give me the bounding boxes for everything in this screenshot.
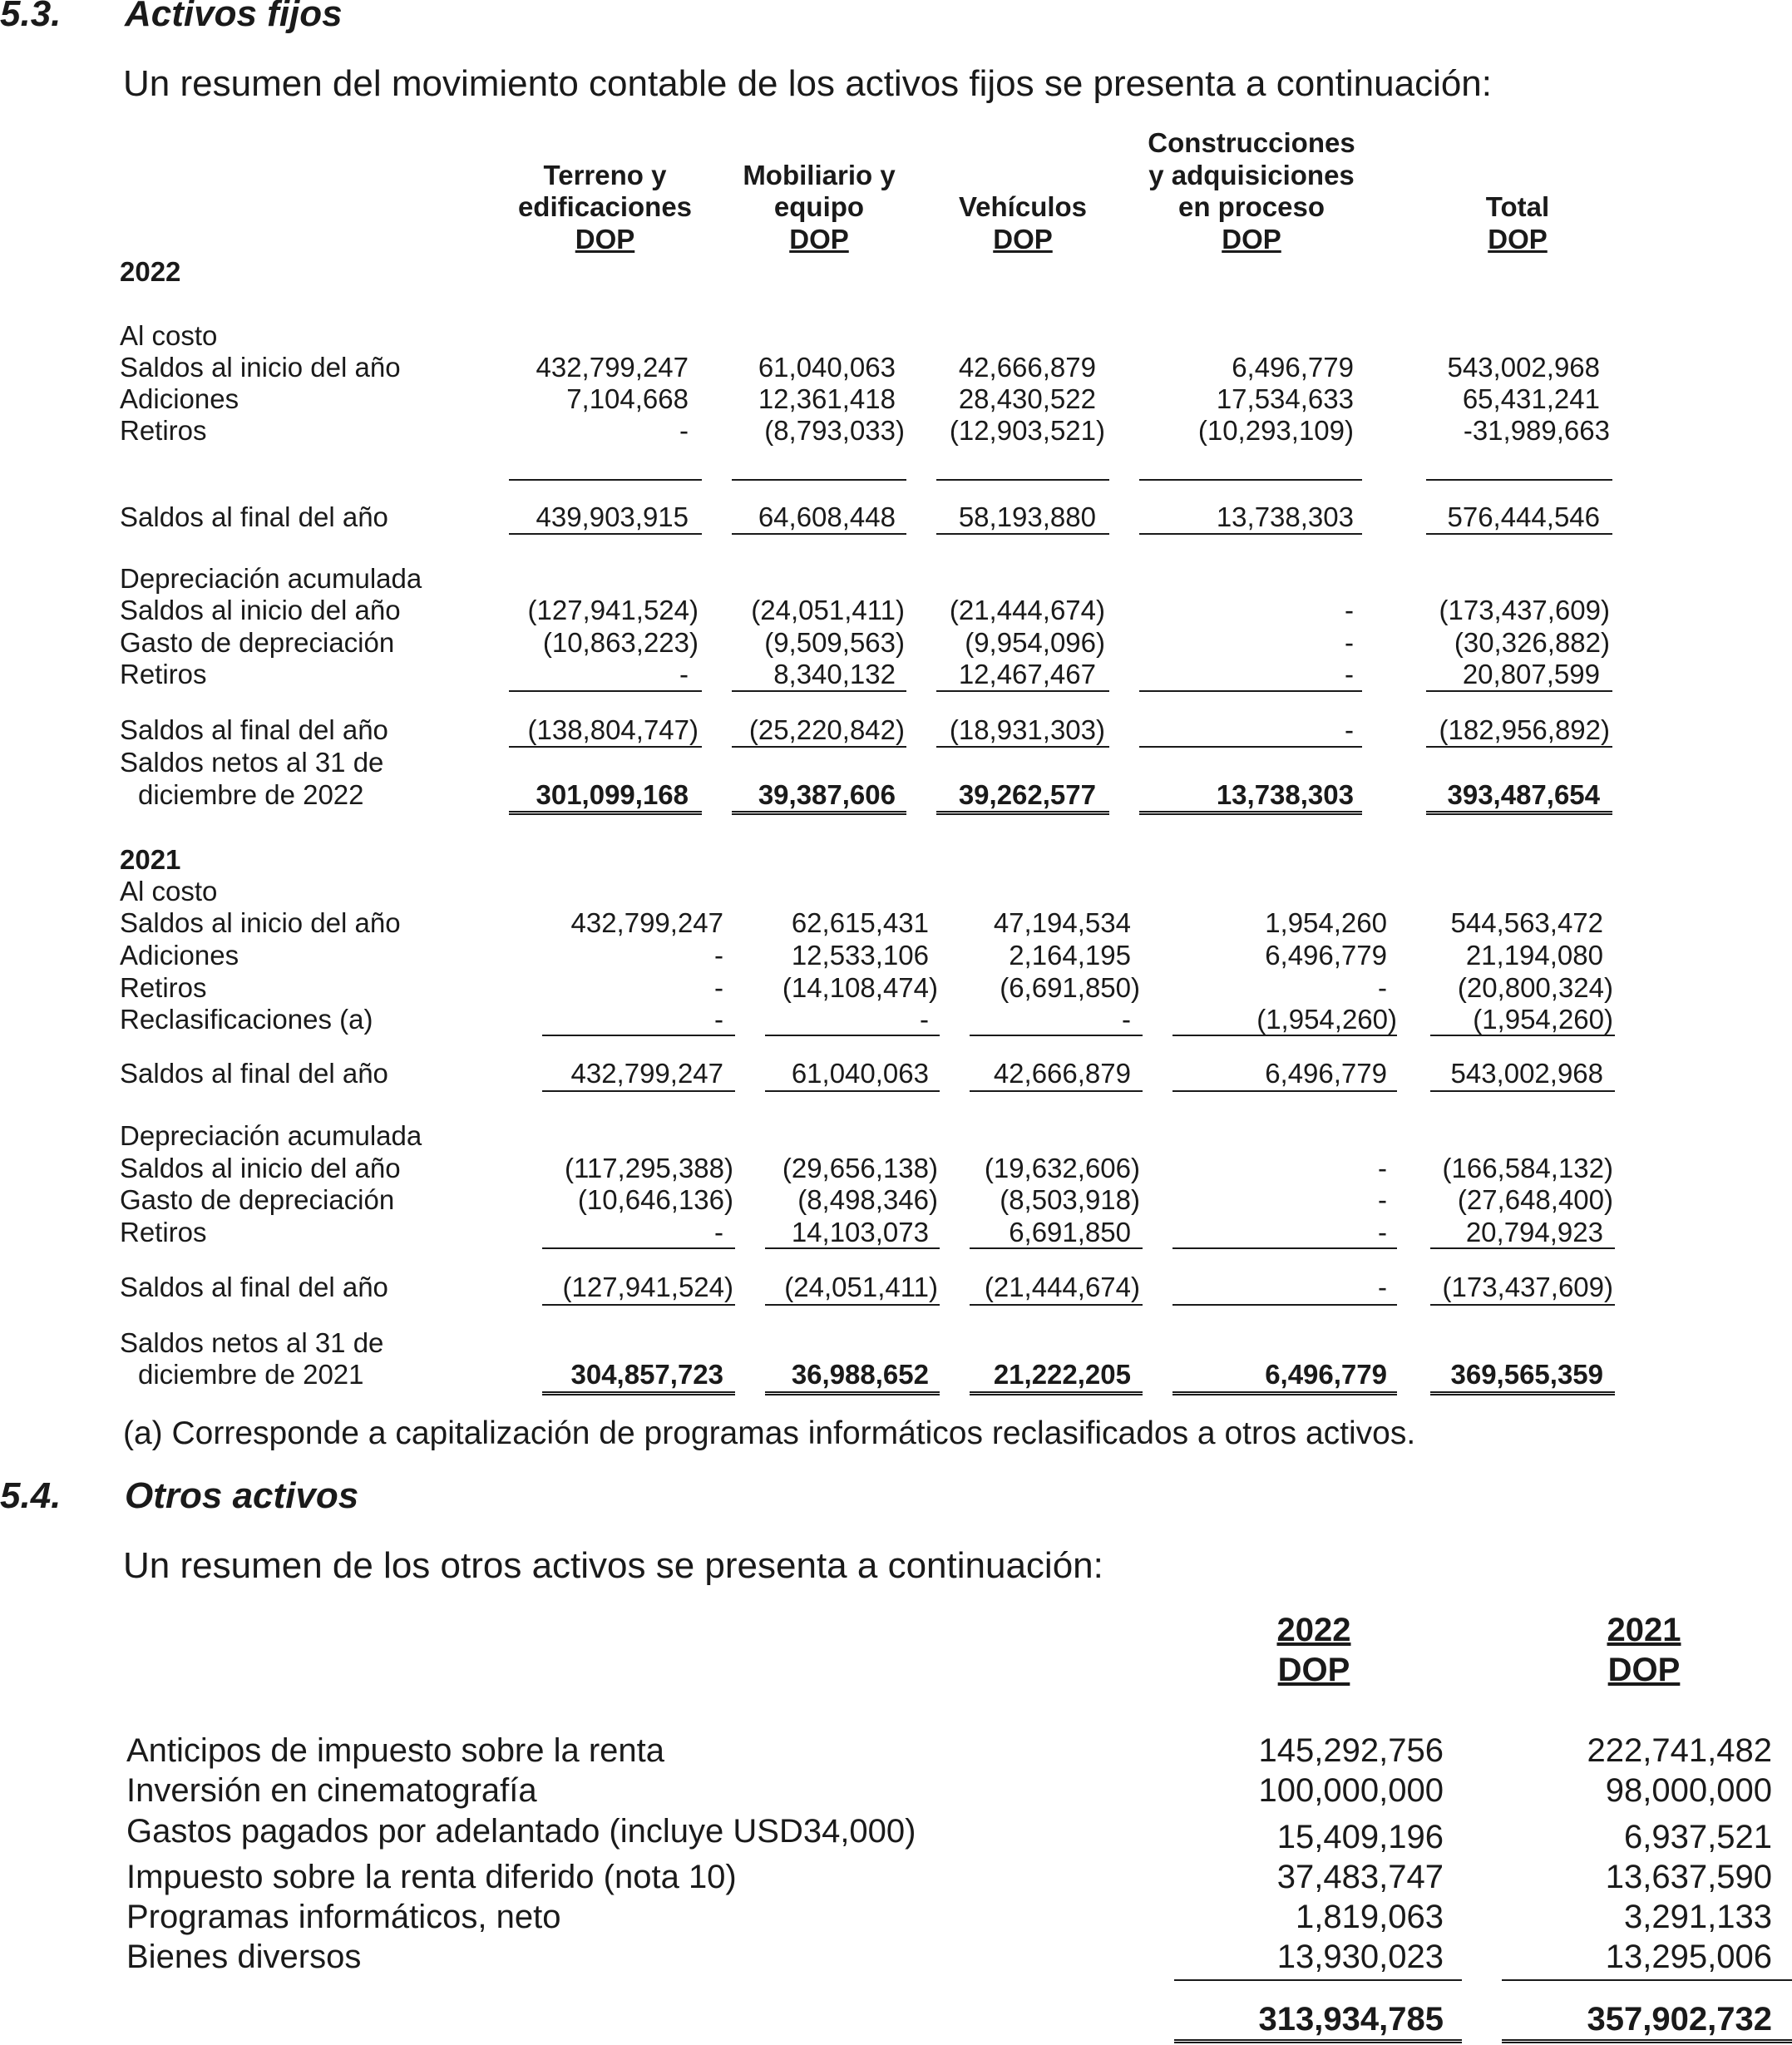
- cell-value: 7,104,668: [566, 383, 689, 414]
- cell-value: 13,930,023: [1276, 1939, 1444, 1975]
- cell-value: -: [679, 659, 689, 689]
- column-header: Total DOP: [1485, 191, 1550, 254]
- cell-value: 432,799,247: [536, 352, 689, 383]
- cell-value: (182,956,892): [1439, 714, 1610, 745]
- cell-value: 393,487,654: [1447, 779, 1600, 810]
- row-label: Retiros: [120, 1217, 207, 1247]
- cell-value: 61,040,063: [791, 1058, 929, 1089]
- cell-value: 15,409,196: [1276, 1819, 1444, 1855]
- cell-value: 369,565,359: [1450, 1359, 1603, 1390]
- row-label: Saldos netos al 31 de: [120, 747, 384, 778]
- cell-value: -: [1345, 627, 1354, 658]
- cell-value: (20,800,324): [1457, 972, 1613, 1003]
- cell-value: 12,533,106: [791, 940, 929, 971]
- group-heading: Depreciación acumulada: [120, 563, 422, 594]
- cell-value: 58,193,880: [958, 501, 1096, 532]
- cell-value: -: [1345, 595, 1354, 625]
- cell-value: (127,941,524): [562, 1272, 733, 1302]
- cell-value: 14,103,073: [791, 1217, 929, 1247]
- cell-value: 543,002,968: [1450, 1058, 1603, 1089]
- total-value: 357,902,732: [1587, 2001, 1772, 2038]
- row-label: Gasto de depreciación: [120, 1184, 395, 1215]
- cell-value: (14,108,474): [782, 972, 938, 1003]
- row-label: Adiciones: [120, 940, 239, 971]
- cell-value: -: [714, 1217, 723, 1247]
- cell-value: (21,444,674): [984, 1272, 1140, 1302]
- row-label: Retiros: [120, 415, 207, 446]
- cell-value: (18,931,303): [949, 714, 1105, 745]
- cell-value: -31,989,663: [1463, 415, 1610, 446]
- row-label: Saldos al final del año: [120, 501, 388, 532]
- cell-value: (24,051,411): [751, 595, 905, 625]
- row-label: Saldos al final del año: [120, 714, 388, 745]
- column-header: Terreno y edificaciones DOP: [517, 159, 693, 254]
- row-label: Retiros: [120, 659, 207, 689]
- section-number: 5.3.: [0, 0, 62, 34]
- cell-value: 13,295,006: [1605, 1939, 1772, 1975]
- group-heading: Al costo: [120, 876, 218, 906]
- section-intro: Un resumen del movimiento contable de los activos fijos se presenta a continuación:: [123, 63, 1493, 104]
- row-label: diciembre de 2021: [138, 1359, 364, 1390]
- cell-value: 576,444,546: [1447, 501, 1600, 532]
- cell-value: (10,293,109): [1197, 415, 1354, 446]
- row-label: Bienes diversos: [126, 1939, 362, 1975]
- section-intro: Un resumen de los otros activos se presenta a continuación:: [123, 1545, 1103, 1586]
- cell-value: -: [679, 415, 689, 446]
- cell-value: 98,000,000: [1605, 1772, 1772, 1809]
- cell-value: (138,804,747): [527, 714, 699, 745]
- cell-value: 1,954,260: [1265, 907, 1387, 938]
- column-header: Construcciones y adquisiciones en proceso DOP: [1148, 127, 1355, 254]
- row-label: Anticipos de impuesto sobre la renta: [126, 1732, 665, 1769]
- row-label: diciembre de 2022: [138, 779, 364, 810]
- cell-value: 304,857,723: [570, 1359, 723, 1390]
- row-label: Gasto de depreciación: [120, 627, 395, 658]
- row-label: Retiros: [120, 972, 207, 1003]
- cell-value: 13,738,303: [1216, 779, 1354, 810]
- cell-value: (10,863,223): [542, 627, 699, 658]
- footnote: (a) Corresponde a capitalización de programas informáticos reclasificados a otros activos.: [123, 1415, 1416, 1451]
- cell-value: (30,326,882): [1454, 627, 1610, 658]
- cell-value: (9,954,096): [965, 627, 1105, 658]
- cell-value: (173,437,609): [1439, 595, 1610, 625]
- cell-value: 20,794,923: [1465, 1217, 1603, 1247]
- row-label: Inversión en cinematografía: [126, 1772, 537, 1809]
- cell-value: 13,738,303: [1216, 501, 1354, 532]
- cell-value: 37,483,747: [1276, 1859, 1444, 1895]
- total-value: 313,934,785: [1258, 2001, 1444, 2038]
- cell-value: (25,220,842): [748, 714, 905, 745]
- cell-value: 62,615,431: [791, 907, 929, 938]
- cell-value: (8,793,033): [764, 415, 905, 446]
- cell-value: 12,467,467: [958, 659, 1096, 689]
- cell-value: -: [714, 972, 723, 1003]
- cell-value: (12,903,521): [949, 415, 1105, 446]
- row-label: Programas informáticos, neto: [126, 1899, 561, 1935]
- cell-value: (10,646,136): [577, 1184, 733, 1215]
- cell-value: 543,002,968: [1447, 352, 1600, 383]
- cell-value: 12,361,418: [758, 383, 896, 414]
- cell-value: 1,819,063: [1296, 1899, 1444, 1935]
- cell-value: 6,496,779: [1232, 352, 1354, 383]
- cell-value: (9,509,563): [764, 627, 905, 658]
- cell-value: 544,563,472: [1450, 907, 1603, 938]
- row-label: Saldos netos al 31 de: [120, 1327, 384, 1358]
- cell-value: 42,666,879: [993, 1058, 1131, 1089]
- cell-value: -: [1378, 1184, 1387, 1215]
- cell-value: -: [920, 1004, 929, 1035]
- year-label: 2022: [120, 256, 181, 287]
- column-header: Vehículos DOP: [958, 191, 1088, 254]
- column-header: 2021 DOP: [1607, 1612, 1681, 1688]
- cell-value: 17,534,633: [1216, 383, 1354, 414]
- cell-value: 6,937,521: [1624, 1819, 1772, 1855]
- cell-value: 222,741,482: [1587, 1732, 1772, 1769]
- cell-value: (6,691,850): [1000, 972, 1140, 1003]
- cell-value: 47,194,534: [993, 907, 1131, 938]
- cell-value: 432,799,247: [570, 1058, 723, 1089]
- cell-value: 439,903,915: [536, 501, 689, 532]
- group-heading: Depreciación acumulada: [120, 1120, 422, 1151]
- cell-value: 6,496,779: [1265, 940, 1387, 971]
- cell-value: 42,666,879: [958, 352, 1096, 383]
- cell-value: (166,584,132): [1442, 1153, 1613, 1183]
- row-label: Saldos al inicio del año: [120, 1153, 401, 1183]
- cell-value: 64,608,448: [758, 501, 896, 532]
- cell-value: (127,941,524): [527, 595, 699, 625]
- section-title: Activos fijos: [125, 0, 343, 34]
- row-label: Saldos al final del año: [120, 1058, 388, 1089]
- cell-value: 301,099,168: [536, 779, 689, 810]
- cell-value: (1,954,260): [1473, 1004, 1613, 1035]
- cell-value: (24,051,411): [784, 1272, 938, 1302]
- row-label: Adiciones: [120, 383, 239, 414]
- column-header: 2022 DOP: [1276, 1612, 1351, 1688]
- cell-value: (21,444,674): [949, 595, 1105, 625]
- cell-value: -: [1122, 1004, 1131, 1035]
- cell-value: 100,000,000: [1258, 1772, 1444, 1809]
- row-label: Reclasificaciones (a): [120, 1004, 373, 1035]
- cell-value: 28,430,522: [958, 383, 1096, 414]
- cell-value: (8,498,346): [797, 1184, 938, 1215]
- cell-value: -: [1378, 1153, 1387, 1183]
- cell-value: 8,340,132: [773, 659, 896, 689]
- cell-value: -: [1345, 659, 1354, 689]
- cell-value: (29,656,138): [782, 1153, 938, 1183]
- cell-value: 3,291,133: [1624, 1899, 1772, 1935]
- cell-value: 21,194,080: [1465, 940, 1603, 971]
- cell-value: (1,954,260): [1256, 1004, 1397, 1035]
- cell-value: -: [1378, 1217, 1387, 1247]
- cell-value: 21,222,205: [993, 1359, 1131, 1390]
- cell-value: 65,431,241: [1462, 383, 1600, 414]
- cell-value: (27,648,400): [1457, 1184, 1613, 1215]
- cell-value: 6,496,779: [1265, 1359, 1387, 1390]
- cell-value: -: [1378, 972, 1387, 1003]
- cell-value: -: [714, 1004, 723, 1035]
- cell-value: -: [1345, 714, 1354, 745]
- section-title: Otros activos: [125, 1475, 359, 1516]
- row-label: Saldos al inicio del año: [120, 907, 401, 938]
- cell-value: 2,164,195: [1009, 940, 1131, 971]
- cell-value: 36,988,652: [791, 1359, 929, 1390]
- cell-value: (8,503,918): [1000, 1184, 1140, 1215]
- cell-value: (173,437,609): [1442, 1272, 1613, 1302]
- cell-value: (117,295,388): [564, 1153, 733, 1183]
- row-label: Saldos al inicio del año: [120, 595, 401, 625]
- column-header: Mobiliario y equipo DOP: [743, 159, 896, 254]
- cell-value: -: [1378, 1272, 1387, 1302]
- cell-value: -: [714, 940, 723, 971]
- cell-value: (19,632,606): [984, 1153, 1140, 1183]
- row-label: Saldos al final del año: [120, 1272, 388, 1302]
- cell-value: 432,799,247: [570, 907, 723, 938]
- cell-value: 145,292,756: [1258, 1732, 1444, 1769]
- group-heading: Al costo: [120, 320, 218, 351]
- cell-value: 6,691,850: [1009, 1217, 1131, 1247]
- section-number: 5.4.: [0, 1475, 62, 1516]
- cell-value: 20,807,599: [1462, 659, 1600, 689]
- cell-value: 61,040,063: [758, 352, 896, 383]
- year-label: 2021: [120, 844, 181, 875]
- cell-value: 6,496,779: [1265, 1058, 1387, 1089]
- row-label: Saldos al inicio del año: [120, 352, 401, 383]
- row-label: Gastos pagados por adelantado (incluye USD34,000): [126, 1813, 916, 1850]
- cell-value: 39,387,606: [758, 779, 896, 810]
- row-label: Impuesto sobre la renta diferido (nota 10): [126, 1859, 737, 1895]
- cell-value: 13,637,590: [1605, 1859, 1772, 1895]
- cell-value: 39,262,577: [958, 779, 1096, 810]
